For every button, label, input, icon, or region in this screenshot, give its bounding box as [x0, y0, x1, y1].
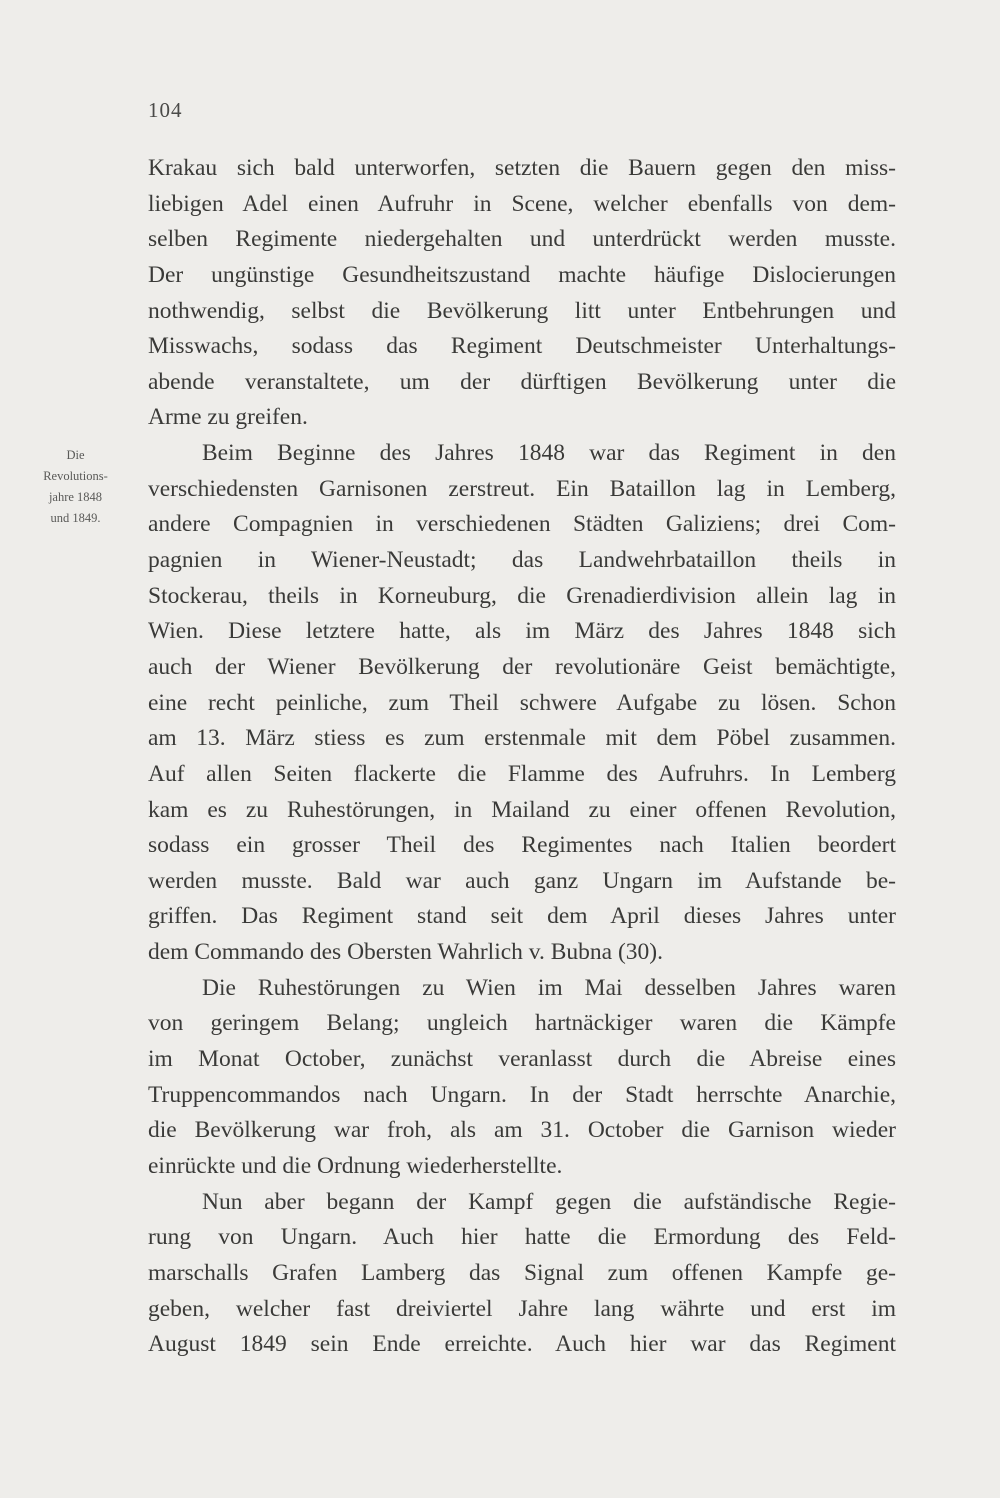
text-line: Der ungünstige Gesundheitszustand machte häufige Dislocierungen	[148, 261, 896, 288]
text-line: Stockerau, theils in Korneuburg, die Grenadierdivision allein lag in	[148, 582, 896, 609]
text-line: griffen. Das Regiment stand seit dem April dieses Jahres unter	[148, 903, 896, 930]
text-line: liebigen Adel einen Aufruhr in Scene, welcher ebenfalls von dem-	[148, 190, 896, 217]
text-line: Truppencommandos nach Ungarn. In der Stadt herrschte Anarchie,	[148, 1081, 896, 1108]
text-line: Die Ruhestörungen zu Wien im Mai desselben Jahres waren	[202, 974, 896, 1001]
text-line: marschalls Grafen Lamberg das Signal zum offenen Kampfe ge-	[148, 1259, 896, 1286]
text-line: Krakau sich bald unterworfen, setzten die Bauern gegen den miss-	[148, 155, 896, 181]
text-line: Wien. Diese letztere hatte, als im März des Jahres 1848 sich	[148, 618, 896, 645]
text-line: kam es zu Ruhestörungen, in Mailand zu einer offenen Revolution,	[148, 796, 896, 823]
text-line: am 13. März stiess es zum erstenmale mit dem Pöbel zusammen.	[148, 725, 896, 752]
text-line: von geringem Belang; ungleich hartnäckiger waren die Kämpfe	[148, 1010, 896, 1037]
text-line: Nun aber begann der Kampf gegen die aufständische Regie-	[202, 1188, 896, 1215]
text-line: Arme zu greifen.	[148, 404, 308, 431]
text-line: im Monat October, zunächst veranlasst durch die Abreise eines	[148, 1046, 896, 1073]
margin-note-line: Die	[66, 448, 85, 462]
text-line: auch der Wiener Bevölkerung der revolutionäre Geist bemächtigte,	[148, 653, 896, 680]
text-line: nothwendig, selbst die Bevölkerung litt unter Entbehrungen und	[148, 297, 896, 324]
text-line: pagnien in Wiener-Neustadt; das Landwehrbataillon theils in	[148, 547, 896, 574]
margin-note-line: und 1849.	[50, 511, 101, 525]
text-line: die Bevölkerung war froh, als am 31. October die Garnison wieder	[148, 1117, 896, 1144]
text-line: werden musste. Bald war auch ganz Ungarn im Aufstande be-	[148, 867, 896, 894]
margin-note-line: Revolutions-	[43, 469, 108, 483]
text-line: andere Compagnien in verschiedenen Städten Galiziens; drei Com-	[148, 511, 896, 538]
text-line: Misswachs, sodass das Regiment Deutschmeister Unterhaltungs-	[148, 333, 896, 360]
text-line: August 1849 sein Ende erreichte. Auch hier war das Regiment	[148, 1331, 896, 1358]
text-line: eine recht peinliche, zum Theil schwere Aufgabe zu lösen. Schon	[148, 689, 896, 716]
text-line: rung von Ungarn. Auch hier hatte die Ermordung des Feld-	[148, 1224, 896, 1251]
text-line: verschiedensten Garnisonen zerstreut. Ein Bataillon lag in Lemberg,	[148, 475, 896, 502]
margin-note-line: jahre 1848	[48, 490, 103, 504]
text-line: einrückte und die Ordnung wiederherstellte.	[148, 1152, 563, 1179]
page-number: 104	[148, 98, 183, 122]
text-line: selben Regimente niedergehalten und unterdrückt werden musste.	[148, 226, 896, 253]
text-line: dem Commando des Obersten Wahrlich v. Bubna (30).	[148, 939, 664, 966]
text-line: sodass ein grosser Theil des Regimentes nach Italien beordert	[148, 832, 896, 859]
text-line: geben, welcher fast dreiviertel Jahre lang währte und erst im	[148, 1295, 896, 1322]
text-line: Beim Beginne des Jahres 1848 war das Regiment in den	[202, 440, 896, 467]
text-line: abende veranstaltete, um der dürftigen Bevölkerung unter die	[148, 368, 896, 395]
margin-note	[18, 445, 133, 529]
body-text	[148, 151, 896, 1363]
text-line: Auf allen Seiten flackerte die Flamme des Aufruhrs. In Lemberg	[148, 760, 896, 787]
